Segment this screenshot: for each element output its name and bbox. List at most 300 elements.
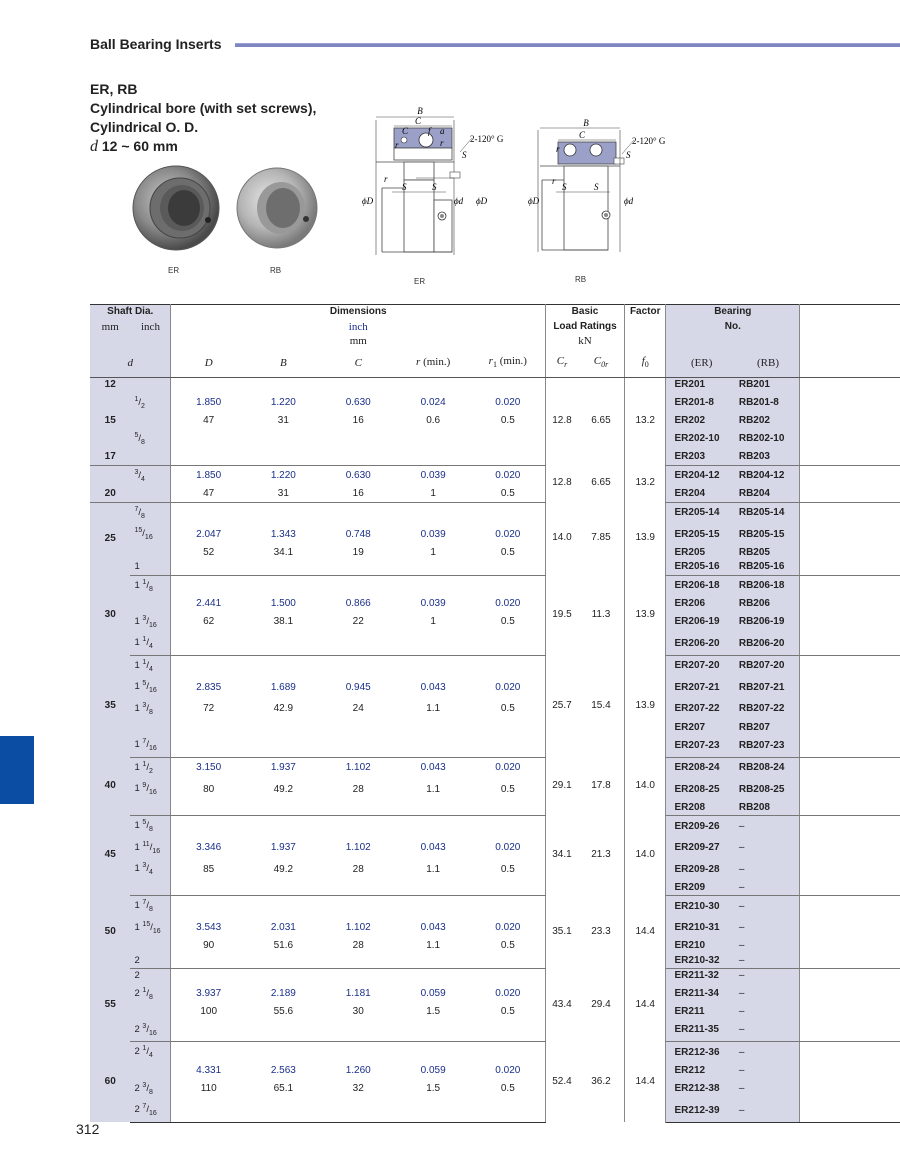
f0-cell: 13.9 [624,655,666,757]
dimension-cell [171,954,246,969]
bearing-er-cell: ER207-23 [666,735,737,757]
cr-cell: 14.0 [552,532,572,544]
bearing-rb-cell: RB202 [737,414,800,429]
dimension-cell [396,954,471,969]
dimension-cell: 62 [203,616,215,628]
bearing-er-cell: ER207-21 [666,677,737,699]
dimension-cell [321,954,396,969]
bearing-rb-cell: RB206-19 [737,612,800,634]
dimension-cell: 0.020 [471,597,546,612]
bearing-rb-cell: RB205 [737,546,800,561]
dimension-cell [471,655,546,677]
table-row [90,881,900,896]
f0-cell: 13.9 [624,502,666,575]
shaft-mm-cell: 40 [90,757,130,816]
dimension-cell: 3.150 [196,762,222,774]
dimension-cell [171,378,246,393]
bearing-photos-image [130,162,320,262]
no-header: No. [666,320,800,335]
dimension-cell: 2.189 [270,988,296,1000]
dimension-cell: 0.020 [471,465,546,487]
label-c: C [578,130,586,140]
dimension-cell: 30 [352,1006,364,1018]
dimension-cell [246,881,321,896]
header-row-3 [90,334,900,349]
product-photos [130,162,320,282]
label-f: f [428,126,431,136]
label-cc: C [402,126,409,136]
dimension-cell [171,655,246,677]
specification-table [90,304,900,1123]
bearing-er-cell: ER209-28 [666,859,737,881]
cr-cell: 35.1 [552,926,572,938]
label-s1: S [594,182,599,192]
dimension-cell: 0.020 [471,984,546,1006]
dimension-cell [396,560,471,575]
dimension-cell [171,1042,246,1064]
dimension-cell [171,1100,246,1122]
dimension-cell: 0.020 [471,1064,546,1079]
dimension-cell [471,881,546,896]
label-r-side: r [384,174,388,184]
dimension-cell: 2.047 [196,528,222,540]
table-row [90,735,900,757]
bearing-rb-cell: – [737,1064,800,1079]
dimension-cell [471,1042,546,1064]
dimension-cell [321,816,396,838]
bearing-rb-cell: – [737,881,800,896]
table-row [90,779,900,801]
dimension-cell: 0.5 [471,546,546,561]
shaft-inch-cell: 2 $^3/_{16}$ [130,1020,170,1042]
dimension-cell: 0.945 [345,681,371,693]
dimension-cell: 49.2 [273,863,294,875]
dimension-cell: 1.343 [270,528,296,540]
shaft-inch-cell: 1 [130,560,170,575]
table-row [90,502,900,524]
dimension-cell: 0.039 [420,528,446,540]
dimension-cell: 0.5 [471,779,546,801]
dimension-cell [471,801,546,816]
dimension-cell [171,896,246,918]
shaft-inch-cell: 1 $^7/_8$ [130,896,170,918]
label-s: S [562,182,567,192]
dimension-cell: 1 [430,546,436,558]
table-row [90,1079,900,1101]
dimension-cell [471,1100,546,1122]
shaft-mm-cell: 15 [90,414,130,429]
bearing-rb-cell: RB208 [737,801,800,816]
dimension-cell [396,801,471,816]
dim-inch-header: inch [171,320,546,335]
dimension-cell [396,450,471,465]
shaft-inch-cell: 2 [130,954,170,969]
dimension-cell: 2.031 [270,922,296,934]
dimension-cell [246,954,321,969]
dimension-cell [396,502,471,524]
bearing-er-cell: ER210-31 [666,918,737,940]
dimension-cell: 1.5 [426,1083,441,1095]
dimension-cell: 0.020 [471,757,546,779]
dimension-cell [396,378,471,393]
kn-header: kN [546,334,625,349]
dimension-cell: 3.346 [196,842,222,854]
dimension-cell: 1.102 [345,922,371,934]
dimension-cell: 2.441 [196,598,222,610]
f0-cell: 14.4 [624,969,666,1042]
c0r-cell: 7.85 [578,502,625,575]
dimension-cell: 0.5 [471,1079,546,1101]
dimension-cell [171,816,246,838]
er-cross-section-diagram [362,100,512,290]
label-r-top: r [395,140,399,150]
dimension-cell [396,1100,471,1122]
table-row [90,984,900,1006]
bearing-rb-cell: RB207 [737,721,800,736]
product-od-type: Cylindrical O. D. [90,119,199,135]
shaft-inch-cell: 2 $^1/_4$ [130,1042,170,1064]
dimension-cell: 1.1 [426,703,441,715]
bearing-rb-cell: – [737,896,800,918]
dimension-cell [396,969,471,984]
bearing-rb-cell: RB205-16 [737,560,800,575]
dimension-cell: 0.043 [420,842,446,854]
dimension-cell [246,801,321,816]
shaft-inch-cell: $^1/_2$ [130,393,170,415]
bearing-er-cell: ER206-18 [666,575,737,597]
dimension-cell: 1.500 [270,598,296,610]
dimension-cell: 0.630 [345,397,371,409]
table-row [90,612,900,634]
table-row [90,1020,900,1042]
table-row [90,633,900,655]
dimension-cell [171,502,246,524]
dimension-cell [471,633,546,655]
c0r-cell: 17.8 [578,757,625,816]
bearing-er-cell: ER209-26 [666,816,737,838]
dimension-cell: 2.563 [270,1065,296,1077]
bearing-er-cell: ER212-39 [666,1100,737,1122]
shaft-mm-cell: 17 [90,450,130,465]
dimension-cell: 3.543 [196,922,222,934]
dimension-cell [396,721,471,736]
dimension-cell: 1.102 [345,762,371,774]
f0-cell: 14.0 [624,757,666,816]
bearing-er-cell: ER207-22 [666,699,737,721]
dimension-cell: 1.1 [426,940,441,952]
dimension-cell: 0.5 [471,612,546,634]
dimension-cell: 19 [352,546,364,558]
shaft-mm-cell: 35 [90,655,130,757]
table-row [90,1042,900,1064]
shaft-inch-cell [130,939,170,954]
dimension-cell: 31 [277,415,289,427]
dimension-cell [396,735,471,757]
dimension-cell: 1.850 [196,397,222,409]
dimension-cell [321,721,396,736]
table-body [90,378,900,1123]
shaft-inch-cell [130,450,170,465]
bearing-er-cell: ER208-25 [666,779,737,801]
dimension-cell [471,954,546,969]
dimension-cell: 1.5 [426,1006,441,1018]
c0r-cell: 36.2 [578,1042,625,1122]
table-row [90,677,900,699]
table-row [90,487,900,502]
dimension-cell: 24 [352,703,364,715]
section-thumb-tab [0,736,34,804]
bearing-er-cell: ER206-20 [666,633,737,655]
dimension-cell [321,1042,396,1064]
label-r-top: r [556,144,560,154]
table-row [90,859,900,881]
dim-mm-header: mm [171,334,546,349]
dimension-cell: 0.748 [345,528,371,540]
col-d-header: d [90,349,171,378]
dimension-cell: 28 [352,940,364,952]
dimension-cell: 4.331 [196,1065,222,1077]
table-row [90,655,900,677]
col-r-header: r (min.) [396,349,471,378]
bearing-er-cell: ER201 [666,378,737,393]
shaft-inch-cell: 1 $^5/_8$ [130,816,170,838]
bearing-rb-cell: RB205-14 [737,502,800,524]
bearing-er-cell: ER207-20 [666,655,737,677]
label-r-side: r [552,176,556,186]
f0-cell: 14.4 [624,896,666,969]
bearing-rb-cell: RB207-21 [737,677,800,699]
col-outer-d-header: D [171,349,246,378]
dimension-cell [396,575,471,597]
shaft-inch-cell: 2 $^7/_{16}$ [130,1100,170,1122]
product-title [90,80,316,156]
table-row [90,816,900,838]
bearing-rb-cell: RB201 [737,378,800,393]
bearing-er-cell: ER204 [666,487,737,502]
shaft-inch-cell: 1 $^1/_2$ [130,757,170,779]
bearing-er-cell: ER205-16 [666,560,737,575]
rb-drawing [528,100,688,290]
dimension-cell [321,881,396,896]
table-row [90,465,900,487]
dimension-cell [396,429,471,451]
shaft-inch-cell [130,881,170,896]
dimension-cell [171,969,246,984]
dimension-cell: 0.020 [471,524,546,546]
dimension-cell [171,735,246,757]
dimension-cell: 3.937 [196,988,222,1000]
col-rb-header: (RB) [737,349,800,378]
table-row [90,546,900,561]
c0r-cell: 29.4 [578,969,625,1042]
dimension-cell [171,633,246,655]
dimension-cell [321,896,396,918]
cr-cell: 12.8 [552,477,572,489]
col-r1-header: $r_1$ (min.) [471,349,546,378]
bearing-er-cell: ER202 [666,414,737,429]
bearing-rb-cell: – [737,918,800,940]
bearing-er-cell: ER209 [666,881,737,896]
dimension-cell [471,575,546,597]
shaft-inch-cell [130,801,170,816]
shaft-mm-cell: 12 [90,378,130,393]
label-s: S [402,182,407,192]
shaft-mm-cell: 20 [90,487,130,502]
shaft-inch-cell: 1 $^{15}/_{16}$ [130,918,170,940]
shaft-inch-cell [130,414,170,429]
bearing-er-cell: ER207 [666,721,737,736]
shaft-inch-cell [130,597,170,612]
load-ratings-header: Load Ratings [546,320,625,335]
dimension-cell: 1.1 [426,783,441,795]
dimension-cell: 0.5 [471,939,546,954]
c0r-cell: 6.65 [578,378,625,466]
dimension-cell: 0.059 [420,988,446,1000]
table-row [90,414,900,429]
dimension-cell: 47 [171,487,246,502]
inch-header: inch [130,320,170,335]
shaft-inch-cell: $^5/_8$ [130,429,170,451]
table-row [90,393,900,415]
dimension-cell: 1.220 [270,397,296,409]
dimension-cell: 1.102 [345,842,371,854]
dimension-cell [471,896,546,918]
dimension-cell: 0.020 [471,393,546,415]
bearing-er-cell: ER202-10 [666,429,737,451]
c0r-cell: 6.65 [578,465,625,502]
f0-cell: 13.2 [624,378,666,466]
drawing-label-er: ER [414,277,426,286]
dimension-cell: 0.043 [420,681,446,693]
dimension-cell [471,735,546,757]
dimension-cell: 1.937 [270,842,296,854]
col-cr-header: $C_r$ [546,349,578,378]
dimension-cell [321,502,396,524]
dimension-cell: 0.6 [426,415,441,427]
bearing-rb-cell: RB207-22 [737,699,800,721]
dimension-cell: 0.043 [420,762,446,774]
dimension-cell: 42.9 [273,703,294,715]
shaft-inch-cell [130,1064,170,1079]
shaft-inch-cell: $^7/_8$ [130,502,170,524]
shaft-inch-cell: 2 [130,969,170,984]
f0-cell: 14.0 [624,816,666,896]
table-row [90,918,900,940]
size-range: 12 ~ 60 mm [101,138,178,154]
cr-cell: 29.1 [552,780,572,792]
rb-cross-section-diagram [528,100,688,290]
f0-cell: 14.4 [624,1042,666,1122]
label-phi-d-outer: ϕD [362,196,374,206]
dimension-cell: 16 [321,487,396,502]
product-series: ER, RB [90,81,138,97]
label-s2: S [462,150,467,160]
bearing-rb-cell: – [737,969,800,984]
dimension-cell: 55.6 [273,1006,294,1018]
dimension-cell [246,1100,321,1122]
bearing-rb-cell: RB205-15 [737,524,800,546]
dimension-cell [396,881,471,896]
label-c: C [414,116,422,126]
shaft-mm-cell: 50 [90,896,130,969]
dimension-cell [246,502,321,524]
bearing-rb-cell: – [737,838,800,860]
page-number: 312 [76,1121,100,1137]
dimension-cell [471,816,546,838]
shaft-mm-cell: 60 [90,1042,130,1122]
dimension-cell: 1 [430,616,436,628]
dimension-cell [171,450,246,465]
bearing-er-cell: ER204-12 [666,465,737,487]
dimension-cell [171,801,246,816]
dimension-cell [321,801,396,816]
shaft-inch-cell [130,546,170,561]
bearing-rb-cell: – [737,954,800,969]
col-c-header: C [321,349,396,378]
table-row [90,560,900,575]
bearing-rb-cell: – [737,939,800,954]
dimension-cell: 38.1 [273,616,294,628]
cr-cell: 34.1 [552,849,572,861]
header-row-4 [90,349,900,378]
table-row [90,699,900,721]
dimension-cell [171,721,246,736]
bearing-er-cell: ER210 [666,939,737,954]
dimension-cell [471,721,546,736]
cr-cell: 43.4 [552,999,572,1011]
dimension-cell [471,429,546,451]
dimension-cell [396,633,471,655]
dimension-cell [321,429,396,451]
bearing-er-cell: ER212-36 [666,1042,737,1064]
table-row [90,969,900,984]
table-row [90,801,900,816]
er-drawing [362,100,512,290]
photo-label-er: ER [168,266,180,275]
dimension-cell [396,655,471,677]
table-row [90,597,900,612]
dimension-cell [246,560,321,575]
bearing-rb-cell: – [737,859,800,881]
table-row [90,896,900,918]
dimension-cell: 65.1 [273,1083,294,1095]
dimension-cell [246,969,321,984]
shaft-inch-cell [130,1005,170,1020]
shaft-mm-cell: 30 [90,575,130,655]
shaft-inch-cell: 1 $^7/_{16}$ [130,735,170,757]
bearing-rb-cell: RB204 [737,487,800,502]
product-size-range [90,137,316,156]
bearing-er-cell: ER211-34 [666,984,737,1006]
table-row [90,1064,900,1079]
header-row-2 [90,320,900,335]
bearing-er-cell: ER205 [666,546,737,561]
dimension-cell [171,560,246,575]
dimension-cell [471,378,546,393]
bearing-rb-cell: RB201-8 [737,393,800,415]
shaft-inch-cell: $^3/_4$ [130,465,170,487]
bearing-er-cell: ER212 [666,1064,737,1079]
dimension-cell [321,1100,396,1122]
dimension-cell [171,881,246,896]
dimension-cell [246,633,321,655]
label-b: B [583,118,589,128]
dimension-cell: 16 [352,415,364,427]
dimension-cell [246,1042,321,1064]
dimension-cell [321,735,396,757]
table-row [90,939,900,954]
shaft-inch-cell: 1 $^5/_{16}$ [130,677,170,699]
